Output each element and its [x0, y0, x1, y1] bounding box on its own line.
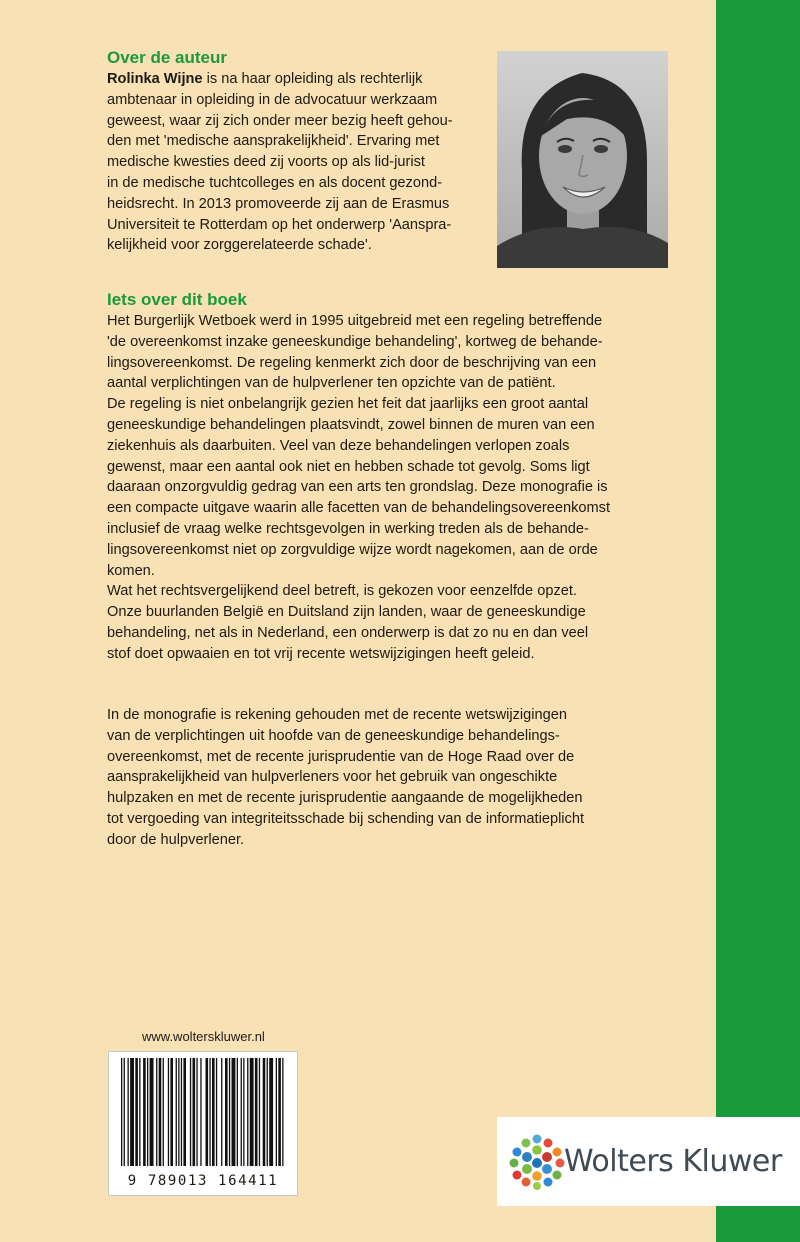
book-line: lingsovereenkomst niet op zorgvuldige wijze wordt nagekomen, aan de orde [107, 541, 598, 558]
book-line: overeenkomst, met de recente jurisprudentie van de Hoge Raad over de [107, 748, 575, 765]
barcode-bar [232, 1058, 236, 1166]
barcode-bar [209, 1058, 210, 1166]
book-text-second [107, 705, 637, 851]
book-line: ziekenhuis als daarbuiten. Veel van deze behandelingen verlopen zoals [107, 437, 570, 454]
barcode-bar [163, 1058, 164, 1166]
book-line: inclusief de vraag welke rechtsgevolgen in werking treden als de behande- [107, 520, 589, 537]
book-line: Onze buurlanden België en Duitsland zijn landen, waar de geneeskundige [107, 604, 586, 621]
book-line: een compacte uitgave waarin alle facetten van de behandelingsovereenkomst [107, 500, 610, 517]
about-line: medische kwesties deed zij voorts op als lid-jurist [107, 154, 425, 171]
about-line: geweest, waar zij zich onder meer bezig heeft gehou- [107, 112, 453, 129]
barcode [108, 1051, 298, 1196]
book-line: behandeling, net als in Nederland, een onderwerp is dat zo nu en dan veel [107, 624, 589, 641]
barcode-bar [229, 1058, 230, 1166]
barcode-bar [139, 1058, 140, 1166]
barcode-bar [128, 1058, 129, 1166]
barcode-bar [225, 1058, 228, 1166]
barcode-bar [243, 1058, 244, 1166]
barcode-bar [212, 1058, 215, 1166]
barcode-bar [130, 1058, 134, 1166]
about-heading: Over de auteur [107, 48, 227, 67]
about-line: in de medische tuchtcolleges en als docent gezond- [107, 174, 443, 191]
barcode-bar [143, 1058, 146, 1166]
book-line: gewenst, maar een aantal ook niet en hebben schade tot gevolg. Soms ligt [107, 458, 590, 475]
green-side-strip [716, 0, 800, 1242]
barcode-bar [168, 1058, 169, 1166]
barcode-bar [178, 1058, 179, 1166]
barcode-bar [121, 1058, 122, 1166]
book-heading: Iets over dit boek [107, 290, 247, 309]
author-photo [497, 51, 668, 268]
barcode-bar [124, 1058, 125, 1166]
barcode-bar [181, 1058, 182, 1166]
book-line: aansprakelijkheid van hulpverleners voor het gebruik van ongeschikte [107, 769, 558, 786]
book-line: Het Burgerlijk Wetboek werd in 1995 uitgebreid met een regeling betreffende [107, 313, 603, 329]
barcode-digits: 9 789013 164411 [127, 1173, 279, 1189]
barcode-bar [278, 1058, 281, 1166]
barcode-bar [250, 1058, 254, 1166]
book-line: 'de overeenkomst inzake geneeskundige behandeling', kortweg de behande- [107, 333, 603, 350]
barcode-bar [276, 1058, 277, 1166]
book-line: Wat het rechtsvergelijkend deel betreft, is gekozen voor eenzelfde opzet. [107, 583, 577, 600]
barcode-bar [196, 1058, 197, 1166]
barcode-bar [190, 1058, 191, 1166]
book-line: aantal verplichtingen van de hulpverlener ten opzichte van de patiënt. [107, 375, 556, 392]
barcode-bar [269, 1058, 273, 1166]
barcode-bar [282, 1058, 283, 1166]
about-line: heidsrecht. In 2013 promoveerde zij aan de Erasmus [107, 195, 450, 212]
barcode-bar [247, 1058, 248, 1166]
barcode-bar [200, 1058, 201, 1166]
about-line: ambtenaar in opleiding in de advocatuur werkzaam [107, 91, 438, 108]
book-line: komen. [107, 562, 155, 579]
wolters-kluwer-logo-icon [509, 1134, 565, 1190]
barcode-bar [237, 1058, 238, 1166]
barcode-bar [135, 1058, 138, 1166]
book-text [107, 311, 637, 665]
about-text [107, 69, 489, 256]
barcode-bar [267, 1058, 268, 1166]
about-line: den met 'medische aansprakelijkheid'. Ervaring met [107, 133, 440, 150]
barcode-bar [156, 1058, 157, 1166]
barcode-bar [263, 1058, 266, 1166]
book-line: geneeskundige behandelingen plaatsvindt, zowel binnen de muren van een [107, 416, 595, 433]
website-url: www.wolterskluwer.nl [142, 1029, 265, 1044]
book-line: daaraan onzorgvuldig gedrag van een arts ten grondslag. Deze monografie is [107, 479, 608, 496]
barcode-bar [147, 1058, 148, 1166]
barcode-bar [206, 1058, 209, 1166]
barcode-bar [193, 1058, 196, 1166]
about-line: is na haar opleiding als rechterlijk [202, 71, 423, 87]
barcode-bar [259, 1058, 260, 1166]
barcode-bars [109, 1052, 297, 1172]
book-line: door de hulpverlener. [107, 831, 245, 848]
book-line: tot vergoeding van integriteitsschade bij schending van de informatieplicht [107, 810, 585, 827]
book-line: hulpzaken en met de recente jurisprudentie aangaande de mogelijkheden [107, 790, 583, 807]
barcode-bar [170, 1058, 173, 1166]
barcode-bar [150, 1058, 154, 1166]
about-line: kelijkheid voor zorggerelateerde schade'. [107, 237, 372, 254]
barcode-bar [255, 1058, 258, 1166]
book-line: In de monografie is rekening gehouden met de recente wetswijzigingen [107, 707, 567, 723]
publisher-name: Wolters Kluwer [564, 1144, 782, 1179]
about-line: Universiteit te Rotterdam op het onderwerp 'Aanspra- [107, 216, 452, 233]
barcode-bar [221, 1058, 222, 1166]
barcode-bar [183, 1058, 186, 1166]
barcode-bar [241, 1058, 242, 1166]
barcode-bar [216, 1058, 217, 1166]
book-line: lingsovereenkomst. De regeling kenmerkt zich door de beschrijving van een [107, 354, 597, 371]
barcode-bar [176, 1058, 177, 1166]
book-line: stof doet opwaaien en tot vrij recente wetswijzigingen heeft geleid. [107, 645, 535, 662]
barcode-bar [159, 1058, 162, 1166]
book-line: van de verplichtingen uit hoofde van de geneeskundige behandelings- [107, 727, 560, 744]
publisher-logo [497, 1117, 800, 1206]
book-line: De regeling is niet onbelangrijk gezien het feit dat jaarlijks een groot aantal [107, 396, 589, 413]
author-name: Rolinka Wijne [107, 71, 203, 87]
